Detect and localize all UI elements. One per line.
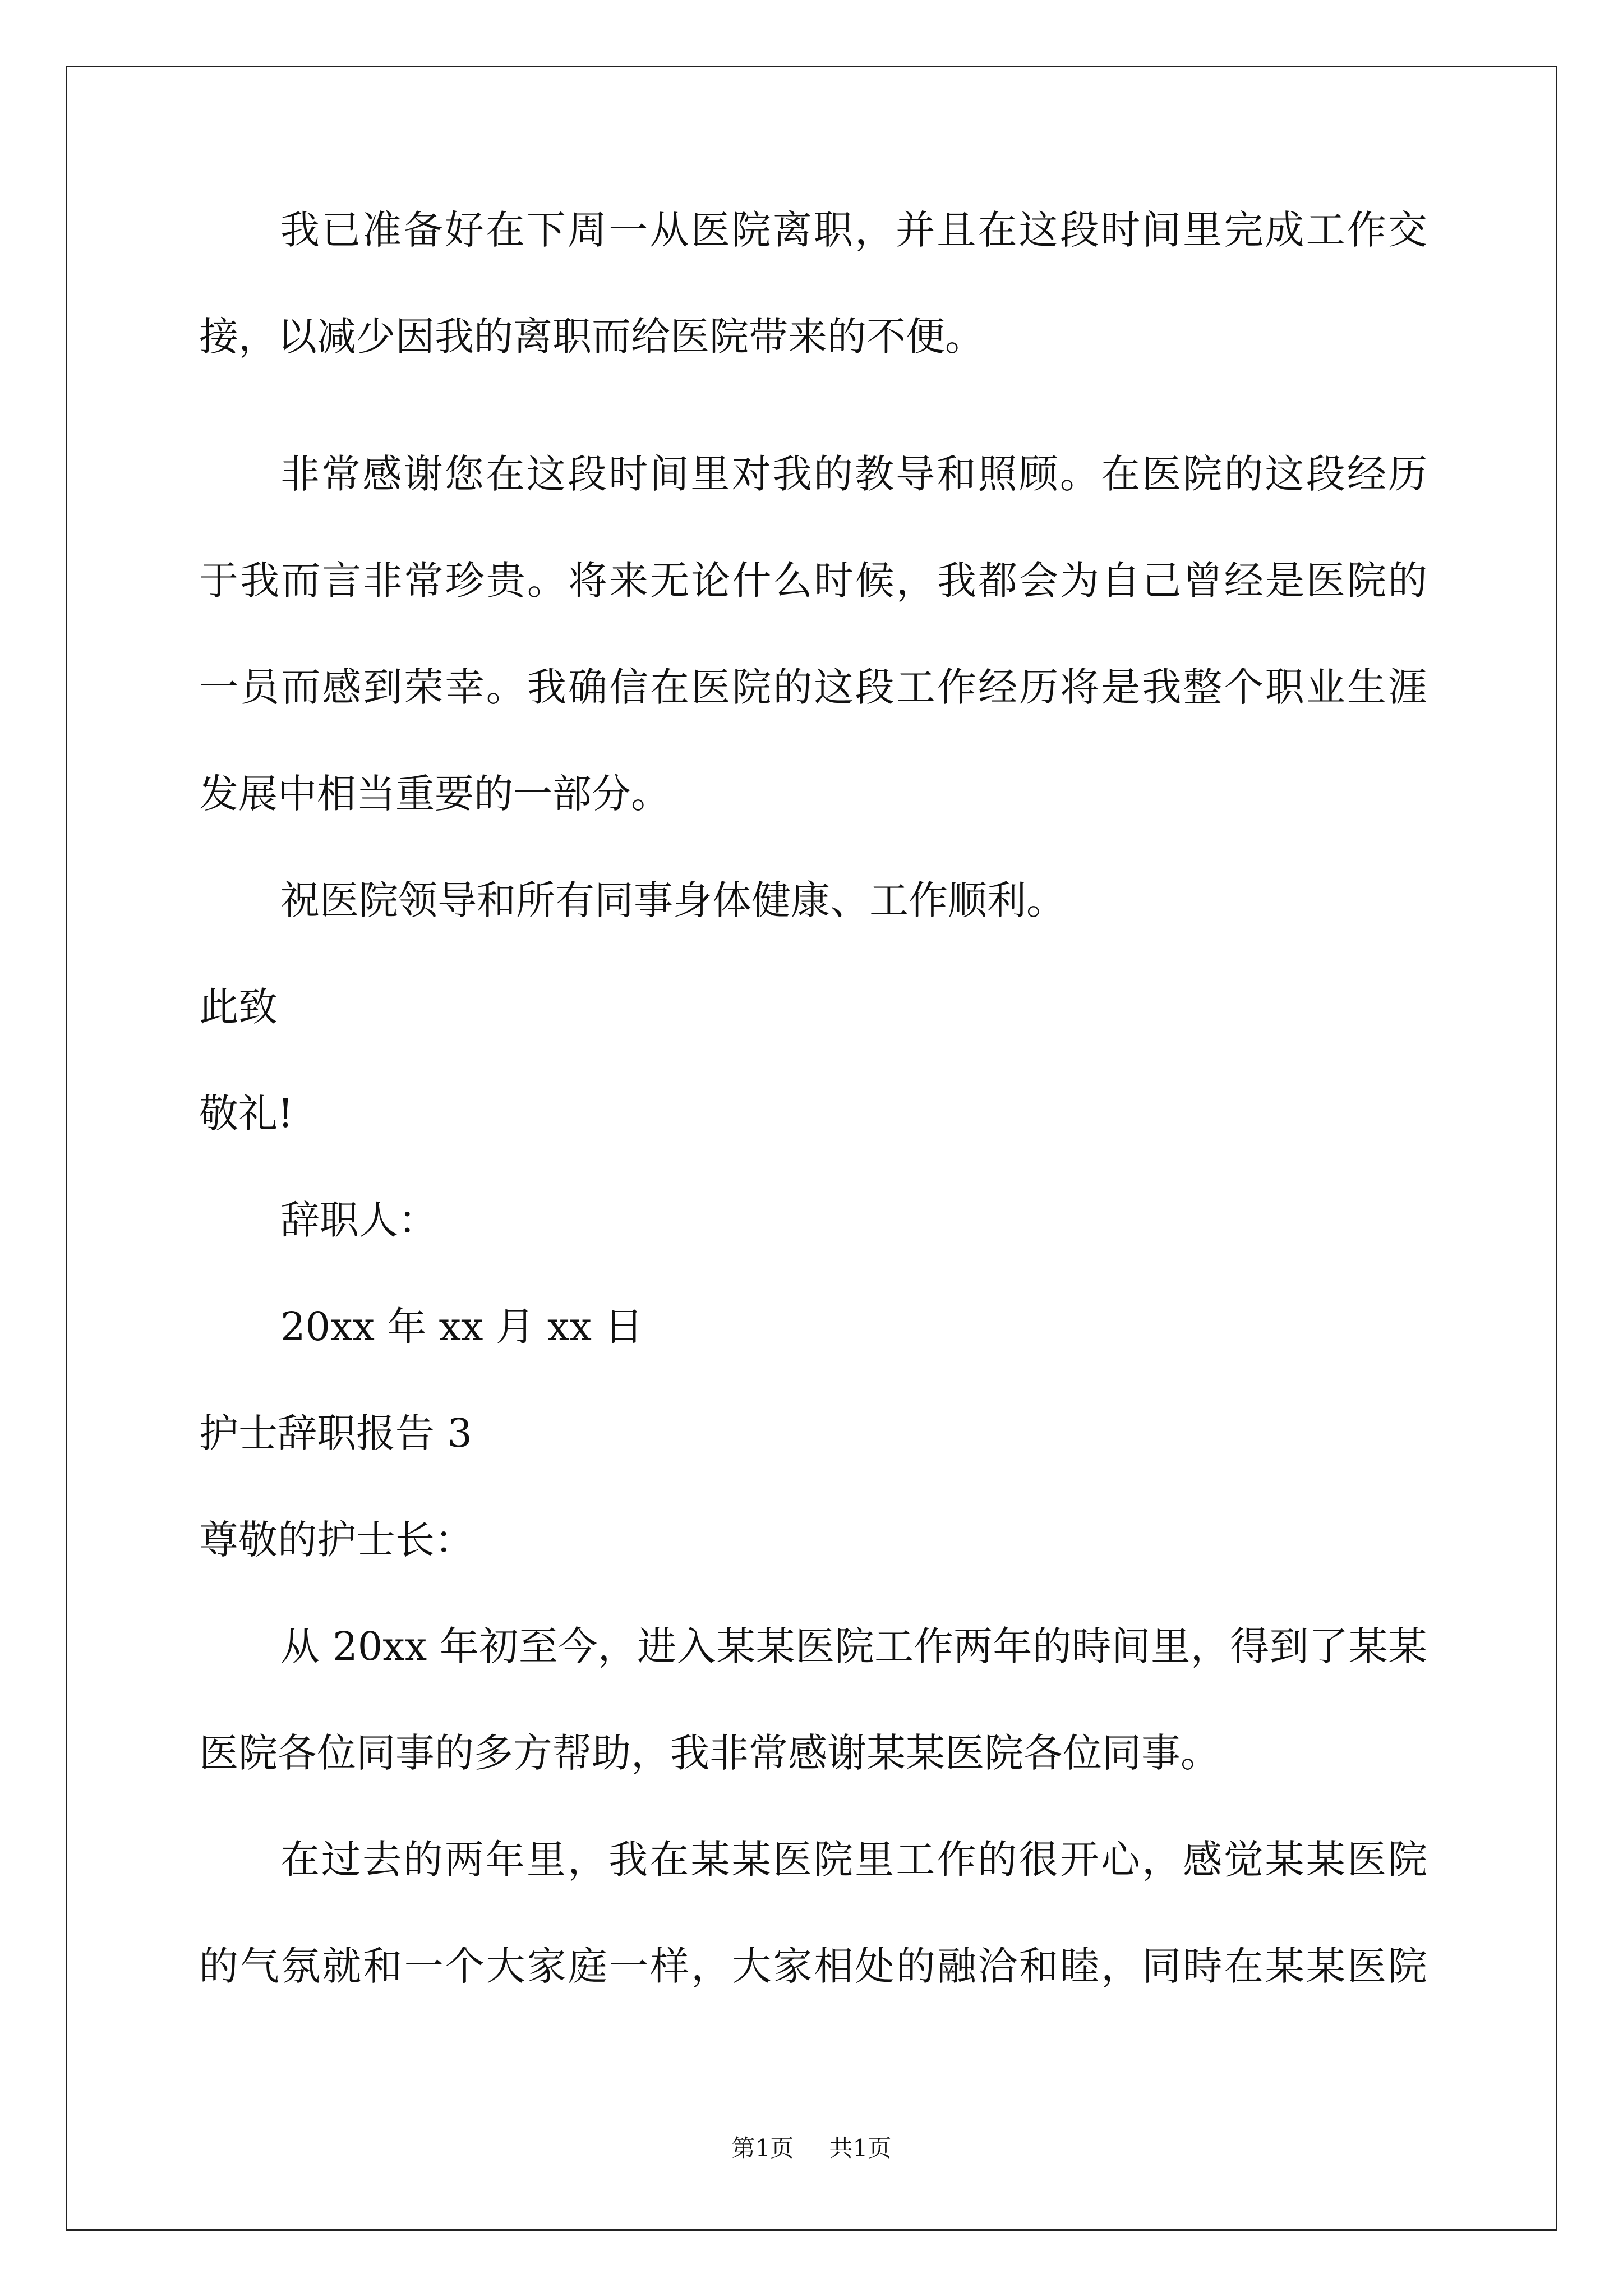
- closing-line: 此致: [199, 984, 278, 1030]
- greeting-line: 尊敬的护士长：: [199, 1517, 474, 1563]
- date-line: 20xx 年 xx 月 xx 日: [280, 1304, 644, 1350]
- page-number: 第1页: [731, 2134, 794, 2162]
- paragraph-line: 非常感谢您在这段时间里对我的教导和照顾。在医院的这段经历: [280, 451, 1427, 497]
- paragraph-line: 一员而感到荣幸。我确信在医院的这段工作经历将是我整个职业生涯: [199, 664, 1427, 710]
- paragraph-line: 在过去的两年里，我在某某医院里工作的很开心，感觉某某医院: [280, 1837, 1427, 1883]
- paragraph-line: 我已准备好在下周一从医院离职，并且在这段时间里完成工作交: [280, 207, 1427, 253]
- page-total: 共1页: [829, 2134, 892, 2162]
- page-border: [66, 66, 1557, 2231]
- salutation-line: 敬礼!: [199, 1091, 294, 1137]
- paragraph-line: 接，以减少因我的离职而给医院带来的不便。: [199, 314, 984, 360]
- section-title: 护士辞职报告 3: [199, 1410, 472, 1456]
- paragraph-line: 祝医院领导和所有同事身体健康、工作顺利。: [280, 877, 1066, 923]
- page-footer: [0, 2132, 1623, 2165]
- paragraph-line: 发展中相当重要的一部分。: [199, 771, 670, 817]
- paragraph-line: 于我而言非常珍贵。将来无论什么时候，我都会为自己曾经是医院的: [199, 558, 1427, 604]
- paragraph-line: 医院各位同事的多方帮助，我非常感谢某某医院各位同事。: [199, 1730, 1220, 1776]
- paragraph-line: 的气氛就和一个大家庭一样，大家相处的融洽和睦，同時在某某医院: [199, 1943, 1427, 1989]
- paragraph-line: 从 20xx 年初至今，进入某某医院工作两年的時间里，得到了某某: [280, 1623, 1427, 1669]
- signature-line: 辞职人：: [280, 1197, 437, 1243]
